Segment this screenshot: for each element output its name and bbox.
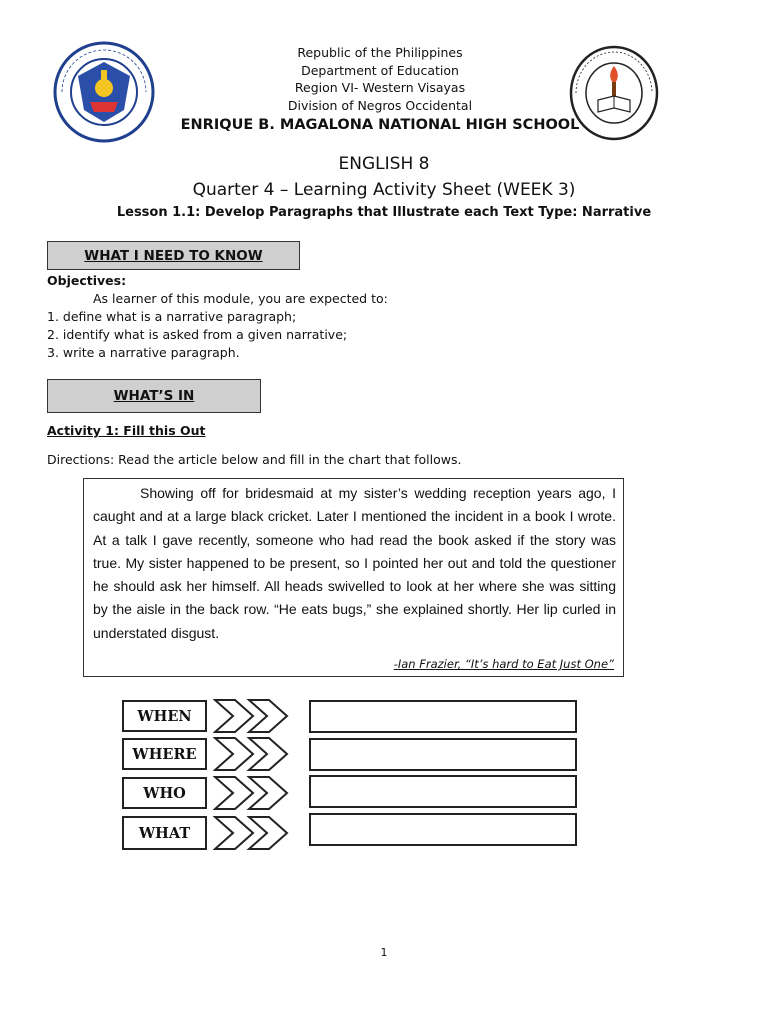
school-header [150,44,610,135]
objectives-label: Objectives: [47,273,127,288]
chart-label-who: WHO [122,777,207,809]
school-name: ENRIQUE B. MAGALONA NATIONAL HIGH SCHOOL [180,117,580,133]
whats-in-heading [47,379,261,413]
double-chevron-icon [213,775,293,811]
republic-line: Republic of the Philippines [297,45,463,60]
subject-title: ENGLISH 8 [338,154,430,174]
what-i-need-to-know-label: WHAT I NEED TO KNOW [84,247,263,264]
article-box [83,478,624,677]
objectives-intro: As learner of this module, you are expected to: [93,291,388,306]
activity-title: Activity 1: Fill this Out [47,423,206,438]
whats-in-label: WHAT’S IN [113,388,195,404]
deped-seal [52,40,156,144]
region-line: Region VI- Western Visayas [294,80,466,95]
double-chevron-icon [213,815,293,851]
directions-text: Directions: Read the article below and fill in the chart that follows. [47,452,462,467]
answer-box-where[interactable] [309,738,577,771]
what-i-need-to-know-heading [47,241,300,270]
quarter-title: Quarter 4 – Learning Activity Sheet (WEEK 3) [192,180,576,200]
answer-box-who[interactable] [309,775,577,808]
objective-item: 2. identify what is asked from a given narrative; [47,327,348,342]
chart-label-when: WHEN [122,700,207,732]
chart-label-where: WHERE [122,738,207,770]
chart-label-what: WHAT [122,816,207,850]
article-citation: -Ian Frazier, “It’s hard to Eat Just One” [393,657,614,671]
answer-box-when[interactable] [309,700,577,733]
article-text: Showing off for bridesmaid at my sister’s wedding reception years ago, I caught and at a large black cricket. Later I mentioned the incident in a book I wrote. At a talk I gave recently, someone who had read the book asked if the story was true. My sister happened to be present, so I pointed her out and told the questioner he should ask her himself. All heads swivelled to look at her where she was sitting by the aisle in the back row. “He eats bugs,” she explained shortly. Her lip curled in understated disgust. [93,485,616,641]
division-line: Division of Negros Occidental [287,97,473,113]
department-line: Department of Education [301,62,459,78]
page-number: 1 [380,946,388,959]
lesson-title: Lesson 1.1: Develop Paragraphs that Illustrate each Text Type: Narrative [116,205,652,220]
double-chevron-icon [213,736,293,772]
double-chevron-icon [213,698,293,734]
objective-item: 3. write a narrative paragraph. [47,345,240,360]
answer-box-what[interactable] [309,813,577,846]
objective-item: 1. define what is a narrative paragraph; [47,309,297,324]
